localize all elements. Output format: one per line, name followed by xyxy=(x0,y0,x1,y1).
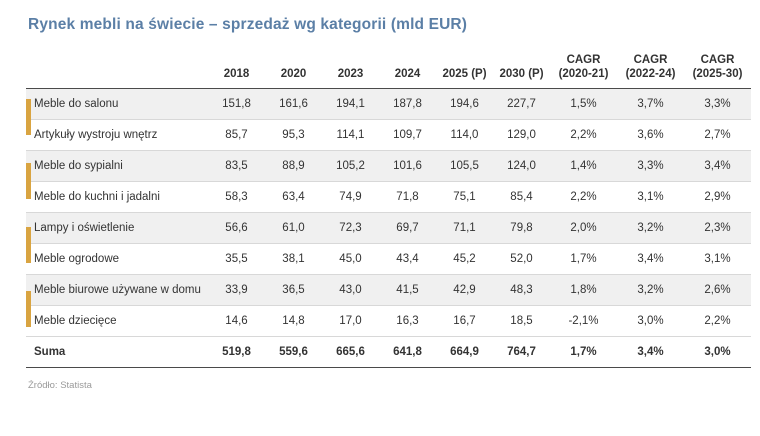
header-year-2023: 2023 xyxy=(322,48,379,89)
cell-2024: 109,7 xyxy=(379,120,436,151)
cell-2024: 69,7 xyxy=(379,213,436,244)
cell-2025p: 75,1 xyxy=(436,182,493,213)
table-row xyxy=(26,151,751,182)
total-cell-2018: 519,8 xyxy=(208,337,265,368)
cell-cagr-2025-30: 3,1% xyxy=(684,244,751,275)
row-category: Meble dziecięce xyxy=(26,306,208,337)
cell-2023: 45,0 xyxy=(322,244,379,275)
header-cagr-2022-24 xyxy=(617,48,684,89)
header-cagr-2022-24-line1: CAGR xyxy=(633,54,668,66)
cell-2018: 83,5 xyxy=(208,151,265,182)
table-header xyxy=(26,48,751,89)
header-year-2024: 2024 xyxy=(379,48,436,89)
cell-2024: 187,8 xyxy=(379,89,436,120)
cell-2023: 114,1 xyxy=(322,120,379,151)
cell-cagr-2022-24: 3,6% xyxy=(617,120,684,151)
cell-2024: 101,6 xyxy=(379,151,436,182)
cell-2025p: 114,0 xyxy=(436,120,493,151)
cell-2024: 41,5 xyxy=(379,275,436,306)
cell-2024: 43,4 xyxy=(379,244,436,275)
furniture-market-table xyxy=(26,48,751,368)
cell-2023: 74,9 xyxy=(322,182,379,213)
cell-cagr-2025-30: 2,2% xyxy=(684,306,751,337)
table-row xyxy=(26,120,751,151)
cell-2024: 71,8 xyxy=(379,182,436,213)
cell-2030p: 48,3 xyxy=(493,275,550,306)
cell-2024: 16,3 xyxy=(379,306,436,337)
header-row xyxy=(26,48,751,89)
total-cell-2025p: 664,9 xyxy=(436,337,493,368)
cell-cagr-2022-24: 3,2% xyxy=(617,275,684,306)
cell-2020: 14,8 xyxy=(265,306,322,337)
row-category: Meble do kuchni i jadalni xyxy=(26,182,208,213)
row-category: Meble do salonu xyxy=(26,89,208,120)
cell-2030p: 52,0 xyxy=(493,244,550,275)
cell-2023: 17,0 xyxy=(322,306,379,337)
header-cagr-2022-24-line2: (2022-24) xyxy=(625,67,676,80)
cell-2023: 105,2 xyxy=(322,151,379,182)
table-row xyxy=(26,89,751,120)
total-cell-2020: 559,6 xyxy=(265,337,322,368)
cell-2020: 63,4 xyxy=(265,182,322,213)
table-row-total xyxy=(26,337,751,368)
cell-2020: 36,5 xyxy=(265,275,322,306)
cell-cagr-2022-24: 3,4% xyxy=(617,244,684,275)
header-cagr-2025-30-line1: CAGR xyxy=(700,54,735,66)
cell-2025p: 194,6 xyxy=(436,89,493,120)
cell-cagr-2020-21: 2,0% xyxy=(550,213,617,244)
row-category-total: Suma xyxy=(26,337,208,368)
cell-2020: 61,0 xyxy=(265,213,322,244)
cell-2018: 151,8 xyxy=(208,89,265,120)
cell-cagr-2025-30: 2,7% xyxy=(684,120,751,151)
cell-cagr-2025-30: 2,3% xyxy=(684,213,751,244)
cell-2020: 38,1 xyxy=(265,244,322,275)
table-body xyxy=(26,89,751,368)
cell-cagr-2020-21: 1,8% xyxy=(550,275,617,306)
cell-cagr-2020-21: 2,2% xyxy=(550,182,617,213)
total-cell-2024: 641,8 xyxy=(379,337,436,368)
cell-2030p: 124,0 xyxy=(493,151,550,182)
cell-cagr-2020-21: 1,4% xyxy=(550,151,617,182)
row-category: Lampy i oświetlenie xyxy=(26,213,208,244)
page-title: Rynek mebli na świecie – sprzedaż wg kategorii (mld EUR) xyxy=(28,16,468,33)
cell-cagr-2022-24: 3,0% xyxy=(617,306,684,337)
cell-cagr-2025-30: 3,4% xyxy=(684,151,751,182)
cell-2018: 56,6 xyxy=(208,213,265,244)
accent-bar-lamps xyxy=(26,227,31,263)
cell-cagr-2025-30: 2,6% xyxy=(684,275,751,306)
cell-2030p: 227,7 xyxy=(493,89,550,120)
row-category: Artykuły wystroju wnętrz xyxy=(26,120,208,151)
cell-cagr-2022-24: 3,3% xyxy=(617,151,684,182)
header-year-2018: 2018 xyxy=(208,48,265,89)
cell-2030p: 79,8 xyxy=(493,213,550,244)
accent-bar-top xyxy=(26,99,31,135)
cell-cagr-2020-21: -2,1% xyxy=(550,306,617,337)
cell-2018: 35,5 xyxy=(208,244,265,275)
cell-cagr-2020-21: 1,5% xyxy=(550,89,617,120)
cell-2023: 194,1 xyxy=(322,89,379,120)
cell-2030p: 85,4 xyxy=(493,182,550,213)
cell-2023: 43,0 xyxy=(322,275,379,306)
header-cagr-2020-21 xyxy=(550,48,617,89)
table-row xyxy=(26,213,751,244)
cell-2018: 33,9 xyxy=(208,275,265,306)
cell-cagr-2020-21: 1,7% xyxy=(550,244,617,275)
header-cagr-2020-21-line1: CAGR xyxy=(566,54,601,66)
cell-2018: 14,6 xyxy=(208,306,265,337)
cell-2030p: 18,5 xyxy=(493,306,550,337)
row-category: Meble ogrodowe xyxy=(26,244,208,275)
header-year-2025p: 2025 (P) xyxy=(436,48,493,89)
cell-2030p: 129,0 xyxy=(493,120,550,151)
cell-cagr-2022-24: 3,2% xyxy=(617,213,684,244)
total-cell-cagr-2020-21: 1,7% xyxy=(550,337,617,368)
accent-bar-mid xyxy=(26,163,31,199)
header-category xyxy=(26,48,208,89)
cell-cagr-2020-21: 2,2% xyxy=(550,120,617,151)
row-category: Meble do sypialni xyxy=(26,151,208,182)
cell-2018: 85,7 xyxy=(208,120,265,151)
cell-cagr-2022-24: 3,1% xyxy=(617,182,684,213)
cell-2020: 95,3 xyxy=(265,120,322,151)
cell-2018: 58,3 xyxy=(208,182,265,213)
header-cagr-2020-21-line2: (2020-21) xyxy=(558,67,609,80)
total-cell-cagr-2022-24: 3,4% xyxy=(617,337,684,368)
cell-2025p: 16,7 xyxy=(436,306,493,337)
row-category: Meble biurowe używane w domu xyxy=(26,275,208,306)
table-row xyxy=(26,182,751,213)
accent-bar-office xyxy=(26,291,31,327)
total-cell-cagr-2025-30: 3,0% xyxy=(684,337,751,368)
cell-2025p: 42,9 xyxy=(436,275,493,306)
cell-2020: 88,9 xyxy=(265,151,322,182)
cell-2025p: 105,5 xyxy=(436,151,493,182)
table-row xyxy=(26,275,751,306)
table-row xyxy=(26,244,751,275)
header-year-2030p: 2030 (P) xyxy=(493,48,550,89)
total-cell-2030p: 764,7 xyxy=(493,337,550,368)
cell-2025p: 71,1 xyxy=(436,213,493,244)
total-cell-2023: 665,6 xyxy=(322,337,379,368)
header-cagr-2025-30 xyxy=(684,48,751,89)
cell-2023: 72,3 xyxy=(322,213,379,244)
cell-2025p: 45,2 xyxy=(436,244,493,275)
cell-cagr-2022-24: 3,7% xyxy=(617,89,684,120)
source-note: Źródło: Statista xyxy=(28,380,92,392)
cell-cagr-2025-30: 3,3% xyxy=(684,89,751,120)
table-row xyxy=(26,306,751,337)
header-year-2020: 2020 xyxy=(265,48,322,89)
cell-cagr-2025-30: 2,9% xyxy=(684,182,751,213)
header-cagr-2025-30-line2: (2025-30) xyxy=(692,67,743,80)
cell-2020: 161,6 xyxy=(265,89,322,120)
